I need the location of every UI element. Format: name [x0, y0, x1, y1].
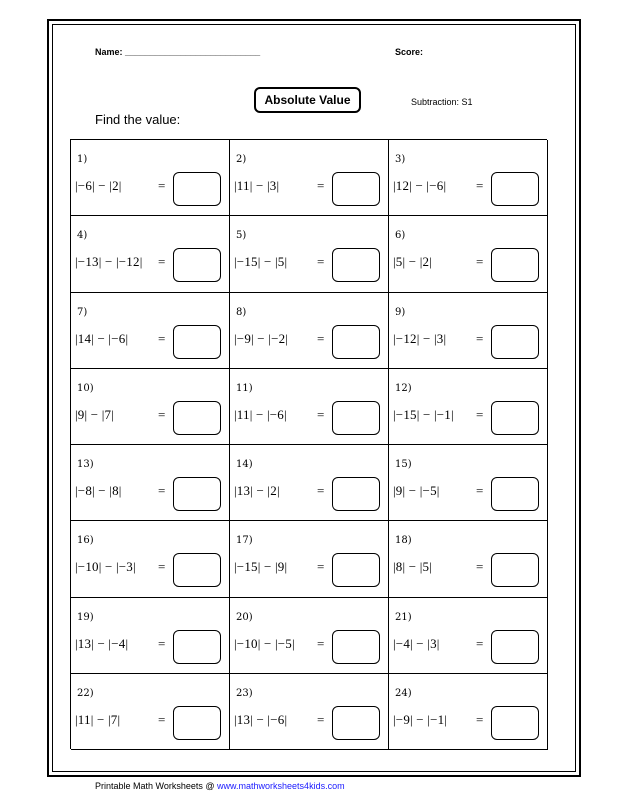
- problem-expression: |−15| − |5|: [234, 254, 288, 270]
- score-label: Score:: [395, 47, 424, 57]
- problem-number: 24): [395, 687, 412, 699]
- problem-number: 16): [77, 535, 94, 547]
- equals-sign: =: [317, 254, 325, 270]
- problem-cell: [389, 369, 548, 445]
- answer-box[interactable]: [173, 248, 221, 282]
- footer-text: Printable Math Worksheets @: [95, 781, 218, 791]
- answer-box[interactable]: [173, 325, 221, 359]
- equals-sign: =: [158, 635, 166, 651]
- equals-sign: =: [476, 635, 484, 651]
- problem-number: 18): [395, 535, 412, 547]
- problem-expression: |13| − |−4|: [75, 635, 129, 651]
- problem-number: 5): [236, 230, 247, 242]
- equals-sign: =: [317, 711, 325, 727]
- equals-sign: =: [476, 254, 484, 270]
- problem-number: 13): [77, 459, 94, 470]
- problem-expression: |−9| − |−2|: [234, 330, 289, 346]
- problem-number: 11): [236, 382, 253, 394]
- problem-cell: [230, 140, 389, 216]
- problem-cell: [389, 293, 548, 369]
- worksheet-title: [254, 87, 361, 113]
- problem-expression: |14| − |−6|: [75, 330, 129, 346]
- answer-box[interactable]: [332, 248, 380, 282]
- footer-link[interactable]: www.mathworksheets4kids.com: [217, 781, 345, 791]
- problem-cell: [389, 674, 548, 750]
- equals-sign: =: [317, 406, 325, 422]
- answer-box[interactable]: [173, 706, 221, 740]
- equals-sign: =: [317, 330, 325, 346]
- problem-number: 1): [77, 154, 88, 165]
- problem-number: 20): [236, 611, 253, 623]
- problem-cell: [71, 674, 230, 750]
- problem-expression: |−9| − |−1|: [393, 711, 448, 727]
- problem-number: 12): [395, 382, 412, 394]
- answer-box[interactable]: [332, 706, 380, 740]
- equals-sign: =: [158, 406, 166, 422]
- equals-sign: =: [317, 483, 325, 498]
- worksheet-title-text: Absolute Value: [264, 93, 351, 107]
- instruction-text: Find the value:: [95, 112, 181, 127]
- equals-sign: =: [476, 559, 484, 575]
- problem-cell: [389, 521, 548, 597]
- equals-sign: =: [476, 330, 484, 346]
- problem-expression: |−15| − |−1|: [393, 406, 454, 422]
- equals-sign: =: [158, 711, 166, 727]
- equals-sign: =: [476, 483, 484, 498]
- footer: [95, 781, 345, 791]
- problem-cell: [389, 445, 548, 521]
- problem-cell: [230, 293, 389, 369]
- problem-expression: |−4| − |3|: [393, 635, 440, 651]
- answer-box[interactable]: [491, 477, 539, 511]
- problem-expression: |9| − |7|: [75, 406, 115, 422]
- answer-box[interactable]: [491, 553, 539, 587]
- equals-sign: =: [476, 406, 484, 422]
- problem-cell: [71, 521, 230, 597]
- problem-number: 9): [395, 306, 406, 318]
- answer-box[interactable]: [173, 630, 221, 664]
- answer-box[interactable]: [491, 172, 539, 206]
- problem-number: 19): [77, 611, 94, 623]
- problem-cell: [71, 293, 230, 369]
- name-field-label: Name: ___________________________: [95, 47, 261, 57]
- problem-cell: [389, 598, 548, 674]
- problem-grid: [70, 139, 547, 749]
- problem-expression: |13| − |−6|: [234, 711, 288, 727]
- equals-sign: =: [317, 635, 325, 651]
- problem-cell: [230, 598, 389, 674]
- answer-box[interactable]: [173, 553, 221, 587]
- answer-box[interactable]: [491, 401, 539, 435]
- problem-number: 23): [236, 687, 253, 699]
- problem-expression: |11| − |3|: [234, 178, 280, 193]
- equals-sign: =: [158, 178, 166, 193]
- answer-box[interactable]: [332, 477, 380, 511]
- problem-cell: [71, 445, 230, 521]
- problem-expression: |−12| − |3|: [393, 330, 447, 346]
- answer-box[interactable]: [491, 630, 539, 664]
- answer-box[interactable]: [332, 401, 380, 435]
- equals-sign: =: [158, 483, 166, 498]
- problem-expression: |12| − |−6|: [393, 178, 447, 193]
- equals-sign: =: [317, 559, 325, 575]
- problem-expression: |−6| − |2|: [75, 178, 122, 193]
- problem-expression: |−10| − |−3|: [75, 559, 136, 575]
- answer-box[interactable]: [173, 401, 221, 435]
- answer-box[interactable]: [332, 325, 380, 359]
- problem-number: 8): [236, 306, 247, 318]
- problem-cell: [230, 216, 389, 292]
- problem-number: 10): [77, 382, 94, 394]
- problem-cell: [230, 369, 389, 445]
- problem-cell: [230, 445, 389, 521]
- answer-box[interactable]: [491, 325, 539, 359]
- problem-cell: [230, 674, 389, 750]
- problem-expression: |11| − |7|: [75, 711, 121, 727]
- equals-sign: =: [158, 559, 166, 575]
- answer-box[interactable]: [332, 172, 380, 206]
- problem-cell: [71, 140, 230, 216]
- equals-sign: =: [158, 330, 166, 346]
- equals-sign: =: [317, 178, 325, 193]
- equals-sign: =: [158, 254, 166, 270]
- problem-number: 14): [236, 459, 253, 470]
- answer-box[interactable]: [173, 477, 221, 511]
- problem-expression: |8| − |5|: [393, 559, 433, 575]
- answer-box[interactable]: [491, 706, 539, 740]
- problem-expression: |−15| − |9|: [234, 559, 288, 575]
- problem-number: 4): [77, 230, 88, 242]
- equals-sign: =: [476, 178, 484, 193]
- problem-cell: [71, 369, 230, 445]
- problem-cell: [389, 140, 548, 216]
- problem-expression: |5| − |2|: [393, 254, 433, 270]
- problem-number: 7): [77, 306, 88, 318]
- problem-expression: |−10| − |−5|: [234, 635, 295, 651]
- problem-expression: |9| − |−5|: [393, 483, 440, 498]
- problem-expression: |11| − |−6|: [234, 406, 287, 422]
- problem-expression: |13| − |2|: [234, 483, 280, 498]
- problem-number: 3): [395, 154, 406, 165]
- problem-cell: [389, 216, 548, 292]
- answer-box[interactable]: [332, 630, 380, 664]
- worksheet-subtitle: Subtraction: S1: [411, 97, 473, 107]
- problem-number: 22): [77, 687, 94, 699]
- problem-cell: [230, 521, 389, 597]
- answer-box[interactable]: [491, 248, 539, 282]
- problem-cell: [71, 598, 230, 674]
- problem-number: 17): [236, 535, 253, 547]
- equals-sign: =: [476, 711, 484, 727]
- problem-number: 15): [395, 459, 412, 470]
- problem-number: 21): [395, 611, 412, 623]
- problem-number: 2): [236, 154, 247, 165]
- problem-expression: |−13| − |−12|: [75, 254, 143, 270]
- problem-expression: |−8| − |8|: [75, 483, 122, 498]
- answer-box[interactable]: [332, 553, 380, 587]
- problem-cell: [71, 216, 230, 292]
- answer-box[interactable]: [173, 172, 221, 206]
- problem-number: 6): [395, 230, 406, 242]
